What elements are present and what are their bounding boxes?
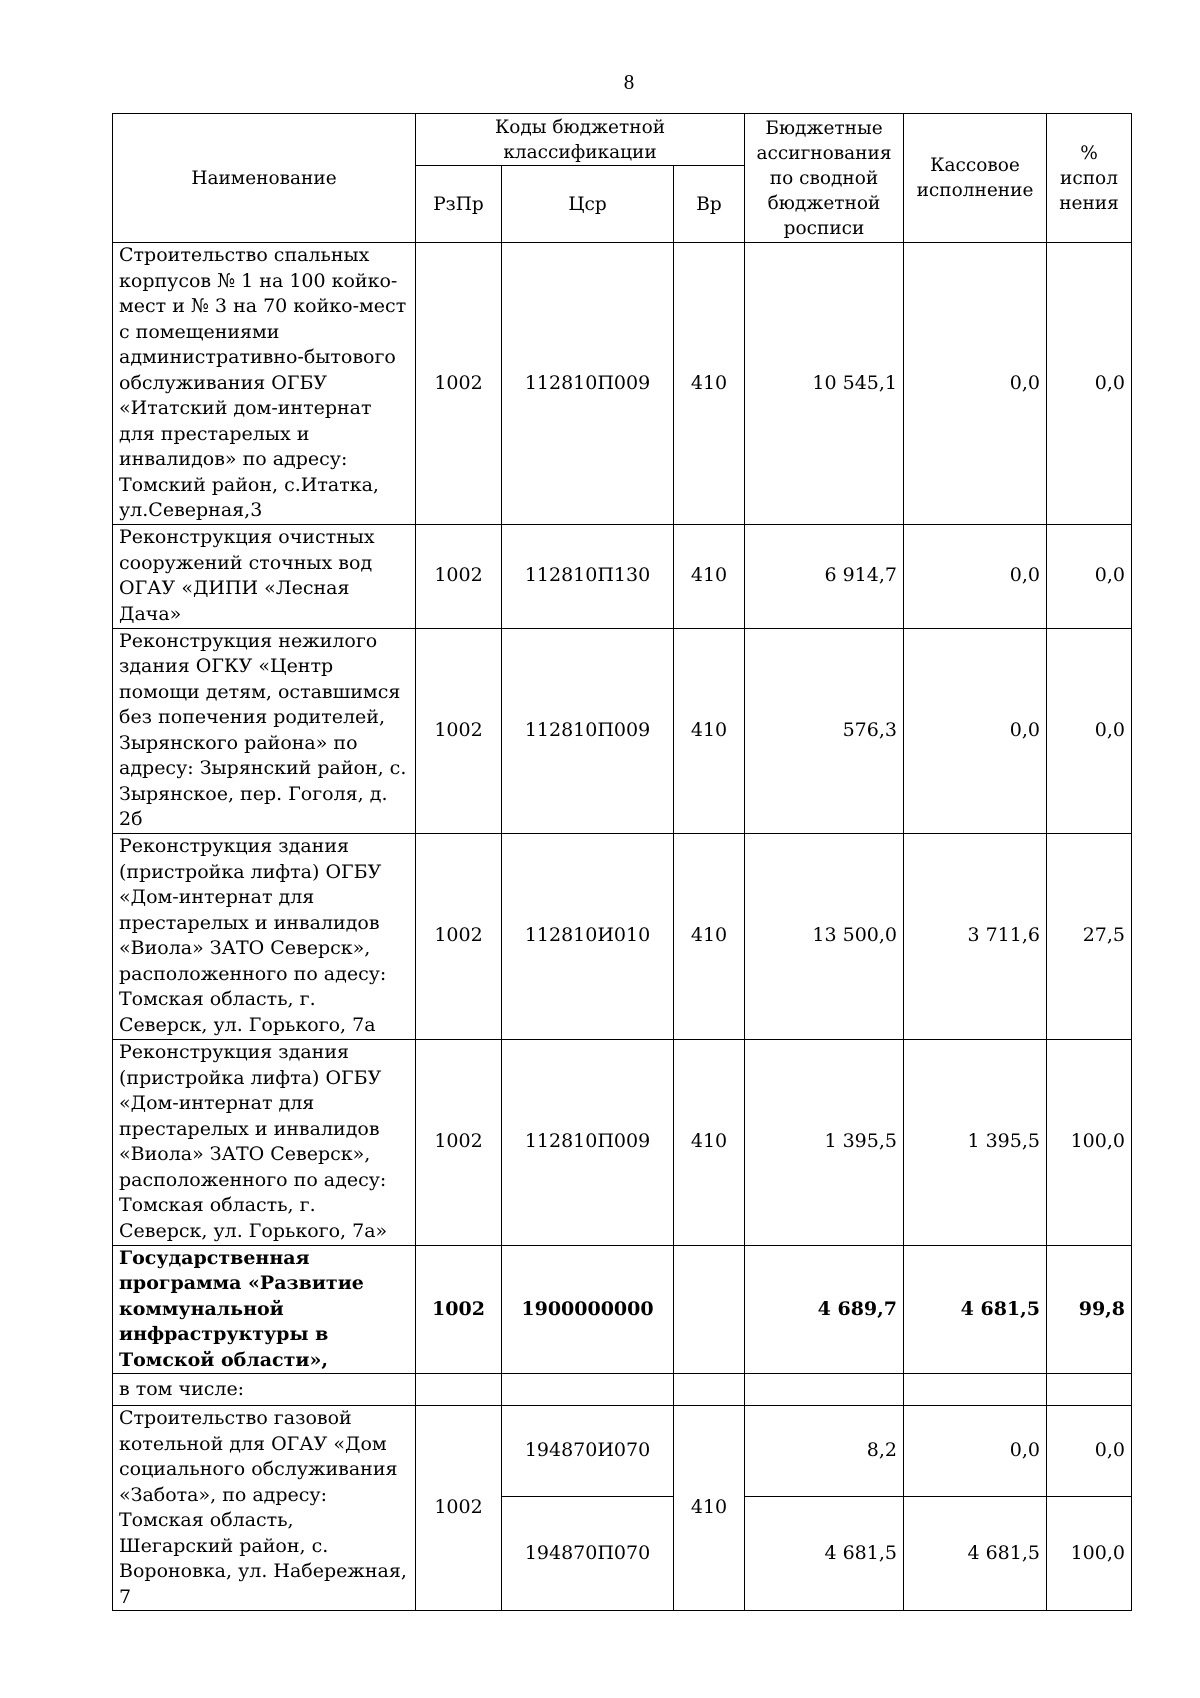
row-percent: 99,8 — [1047, 1245, 1132, 1374]
header-vr: Вр — [674, 166, 745, 243]
split-row-percent: 100,0 — [1047, 1497, 1132, 1611]
row-csr: 112810П009 — [502, 628, 674, 833]
empty-cell — [904, 1374, 1047, 1406]
including-label: в том числе: — [113, 1374, 416, 1406]
table-row — [113, 1039, 1132, 1245]
row-name: Реконструкция здания (пристройка лифта) ОГБУ «Дом-интернат для престарелых и инвалидов «Виола» ЗАТО Северск», расположенного по адесу: Томская область, г. Северск, ул. Горького, 7а» — [113, 1039, 416, 1245]
empty-cell — [1047, 1374, 1132, 1406]
split-row-vr: 410 — [674, 1406, 745, 1611]
row-cash: 0,0 — [904, 524, 1047, 628]
row-cash: 4 681,5 — [904, 1245, 1047, 1374]
including-row — [113, 1374, 1132, 1406]
row-csr: 112810П009 — [502, 1039, 674, 1245]
row-percent: 0,0 — [1047, 243, 1132, 525]
row-percent: 27,5 — [1047, 833, 1132, 1039]
row-rzpr: 1002 — [416, 1039, 502, 1245]
table-row — [113, 524, 1132, 628]
header-row-top — [113, 114, 1132, 166]
row-cash: 3 711,6 — [904, 833, 1047, 1039]
row-csr: 112810И010 — [502, 833, 674, 1039]
split-row-csr: 194870П070 — [502, 1497, 674, 1611]
budget-execution-table — [112, 113, 1132, 1611]
empty-cell — [745, 1374, 904, 1406]
table-row-split-top — [113, 1406, 1132, 1497]
split-row-percent: 0,0 — [1047, 1406, 1132, 1497]
row-csr: 112810П009 — [502, 243, 674, 525]
row-cash: 0,0 — [904, 243, 1047, 525]
row-budget: 13 500,0 — [745, 833, 904, 1039]
row-budget: 10 545,1 — [745, 243, 904, 525]
table-row — [113, 833, 1132, 1039]
row-name: Реконструкция здания (пристройка лифта) ОГБУ «Дом-интернат для престарелых и инвалидов «Виола» ЗАТО Северск», расположенного по адесу: Томская область, г. Северск, ул. Горького, 7а — [113, 833, 416, 1039]
row-name: Строительство спальных корпусов № 1 на 100 койко-мест и № 3 на 70 койко-мест с помещениями административно-бытового обслуживания ОГБУ «Итатский дом-интернат для престарелых и инвалидов» по адресу: Томский район, с.Итатка, ул.Северная,3 — [113, 243, 416, 525]
row-budget: 576,3 — [745, 628, 904, 833]
empty-cell — [502, 1374, 674, 1406]
row-vr: 410 — [674, 243, 745, 525]
row-vr: 410 — [674, 1039, 745, 1245]
row-rzpr: 1002 — [416, 833, 502, 1039]
row-name: Реконструкция нежилого здания ОГКУ «Центр помощи детям, оставшимся без попечения родителей, Зырянского района» по адресу: Зырянский район, с. Зырянское, пер. Гоголя, д. 2б — [113, 628, 416, 833]
row-percent: 100,0 — [1047, 1039, 1132, 1245]
empty-cell — [416, 1374, 502, 1406]
row-name: Государственная программа «Развитие коммунальной инфраструктуры в Томской области», — [113, 1245, 416, 1374]
header-cash: Кассовое исполнение — [904, 114, 1047, 243]
page-number: 8 — [623, 70, 635, 94]
header-codes-group: Коды бюджетной классификации — [416, 114, 745, 166]
row-rzpr: 1002 — [416, 1245, 502, 1374]
table-row-program — [113, 1245, 1132, 1374]
split-row-budget: 4 681,5 — [745, 1497, 904, 1611]
header-budget: Бюджетные ассигнования по сводной бюджетной росписи — [745, 114, 904, 243]
header-name: Наименование — [113, 114, 416, 243]
row-percent: 0,0 — [1047, 628, 1132, 833]
row-budget: 4 689,7 — [745, 1245, 904, 1374]
header-csr: Цср — [502, 166, 674, 243]
split-row-cash: 0,0 — [904, 1406, 1047, 1497]
row-budget: 1 395,5 — [745, 1039, 904, 1245]
split-row-name: Строительство газовой котельной для ОГАУ «Дом социального обслуживания «Забота», по адресу: Томская область, Шегарский район, с. Вороновка, ул. Набережная, 7 — [113, 1406, 416, 1611]
split-row-budget: 8,2 — [745, 1406, 904, 1497]
row-cash: 0,0 — [904, 628, 1047, 833]
row-percent: 0,0 — [1047, 524, 1132, 628]
split-row-csr: 194870И070 — [502, 1406, 674, 1497]
split-row-cash: 4 681,5 — [904, 1497, 1047, 1611]
row-vr: 410 — [674, 524, 745, 628]
row-name: Реконструкция очистных сооружений сточных вод ОГАУ «ДИПИ «Лесная Дача» — [113, 524, 416, 628]
row-vr: 410 — [674, 833, 745, 1039]
row-vr — [674, 1245, 745, 1374]
row-rzpr: 1002 — [416, 243, 502, 525]
header-percent: % испол нения — [1047, 114, 1132, 243]
row-rzpr: 1002 — [416, 524, 502, 628]
row-csr: 1900000000 — [502, 1245, 674, 1374]
split-row-rzpr: 1002 — [416, 1406, 502, 1611]
header-rzpr: РзПр — [416, 166, 502, 243]
row-vr: 410 — [674, 628, 745, 833]
row-budget: 6 914,7 — [745, 524, 904, 628]
row-csr: 112810П130 — [502, 524, 674, 628]
row-rzpr: 1002 — [416, 628, 502, 833]
row-cash: 1 395,5 — [904, 1039, 1047, 1245]
table-row — [113, 628, 1132, 833]
table-row — [113, 243, 1132, 525]
empty-cell — [674, 1374, 745, 1406]
